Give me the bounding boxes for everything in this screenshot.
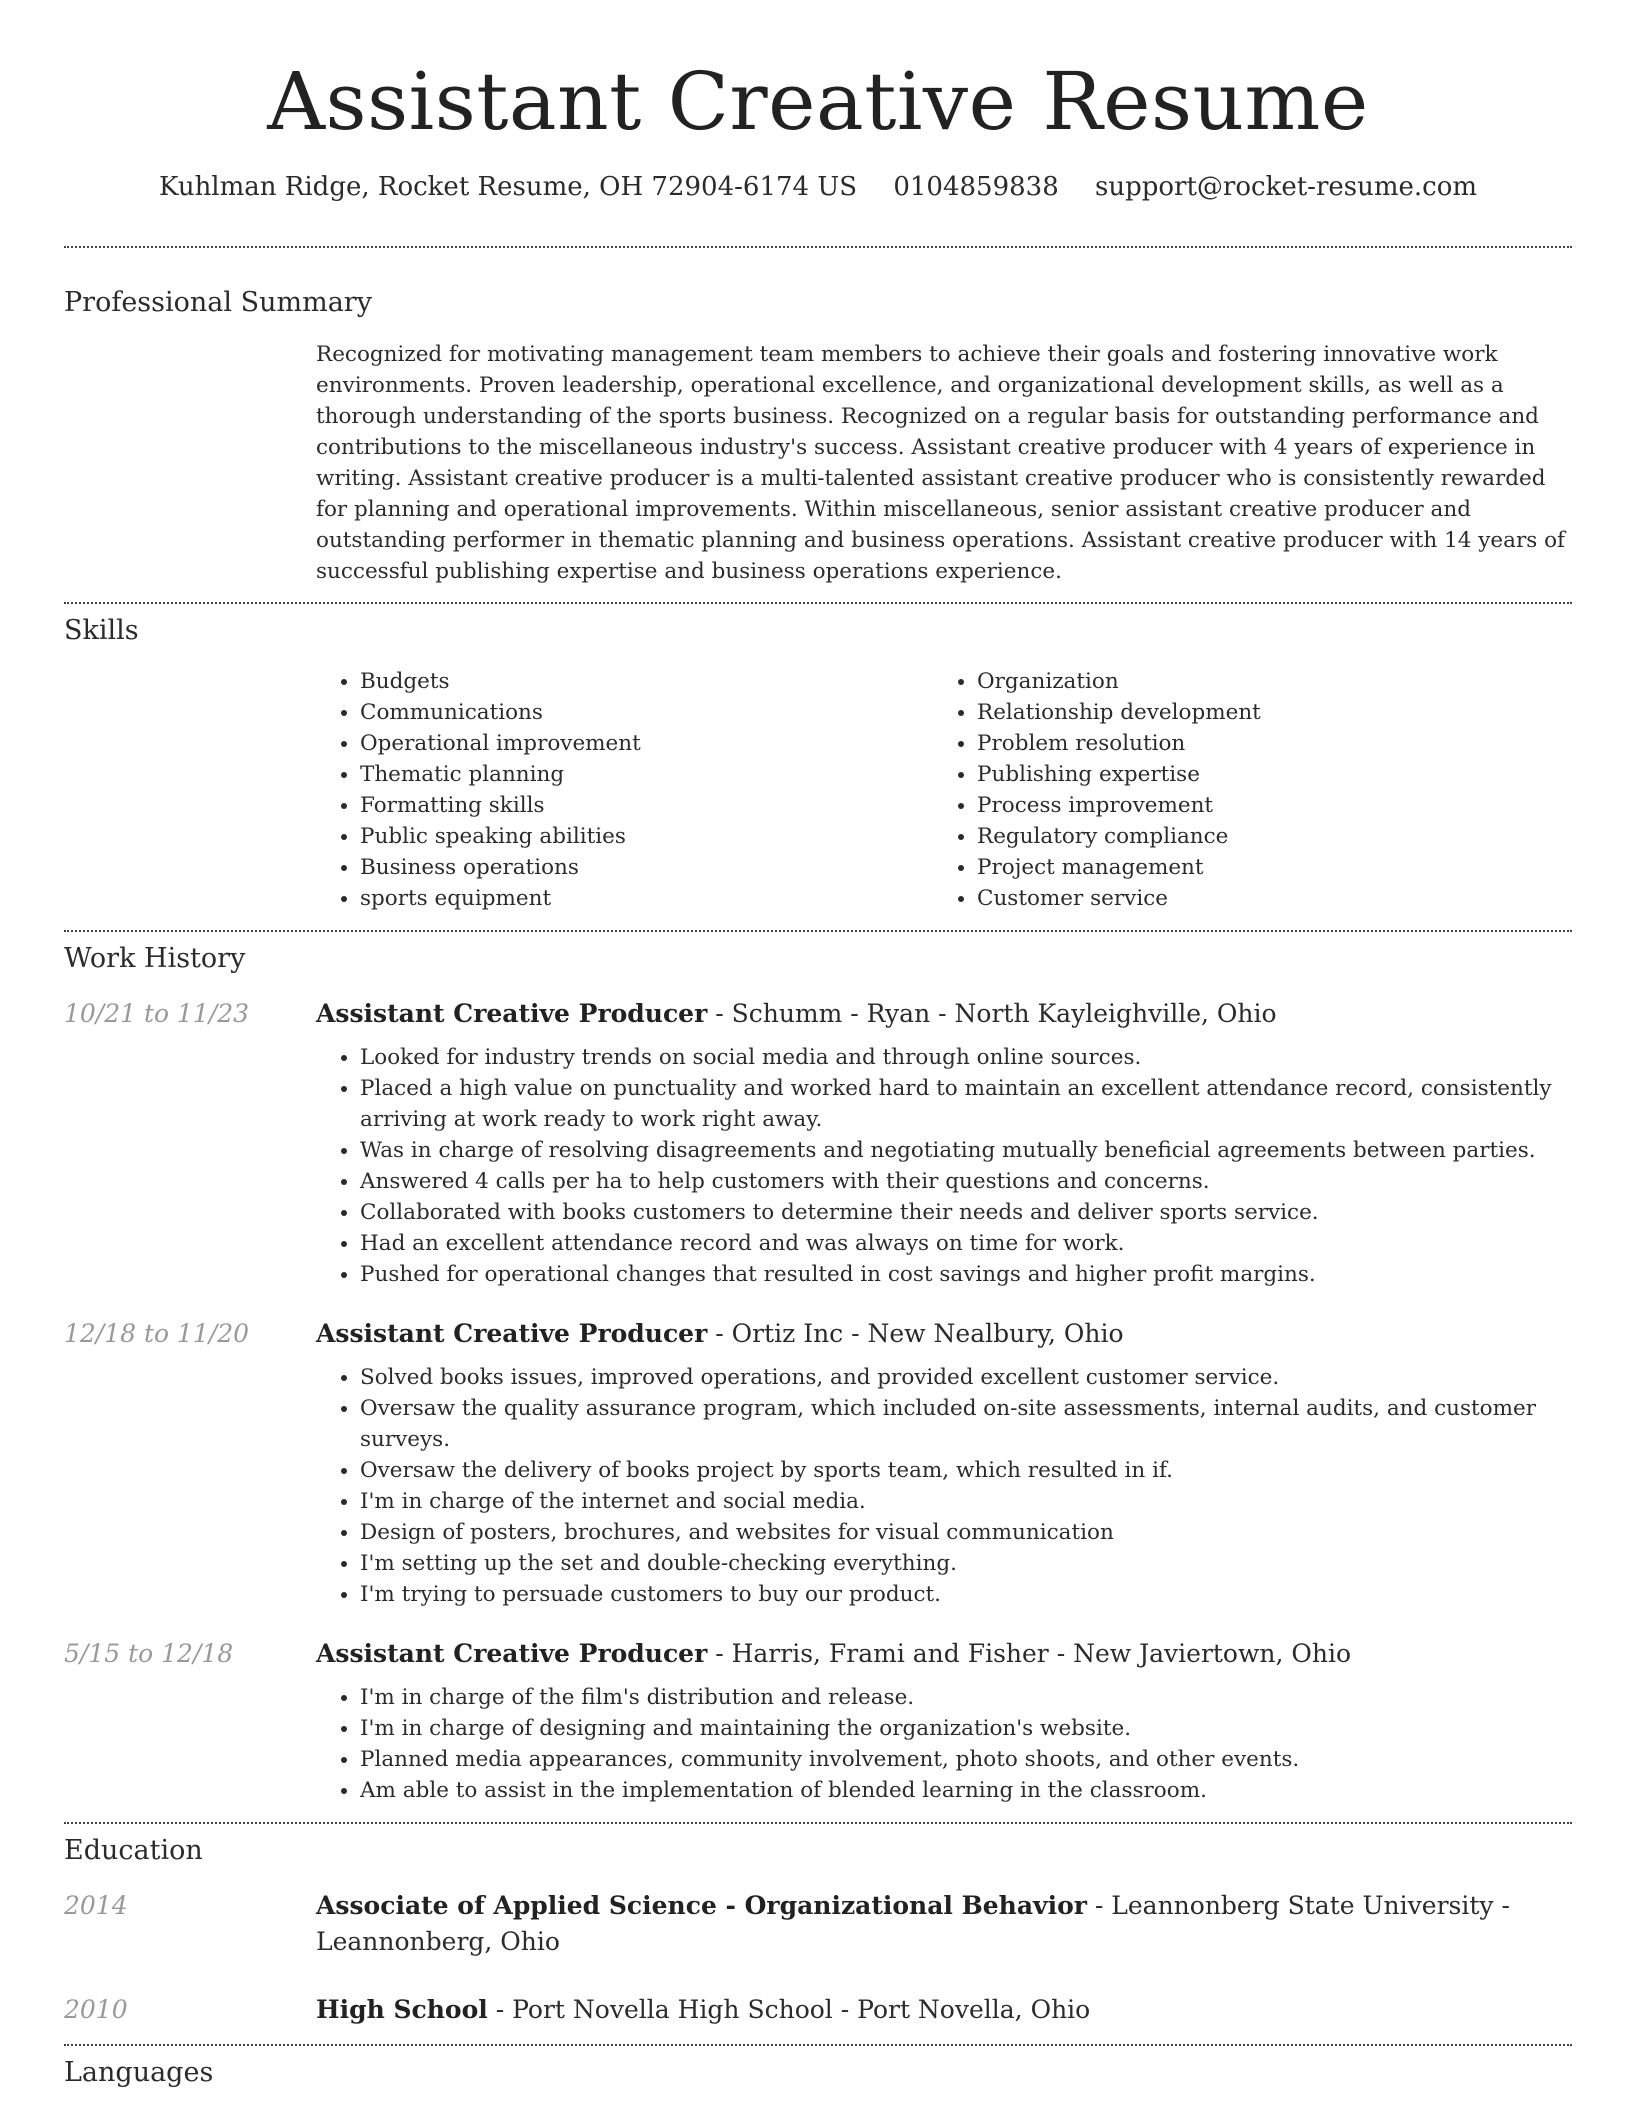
job-title: Assistant Creative Producer <box>316 999 708 1028</box>
job-duty-item: • I'm setting up the set and double-checking everything. <box>360 1548 1572 1579</box>
job-duty-item: • Solved books issues, improved operations, and provided excellent customer service. <box>360 1362 1572 1393</box>
job-duty-item: • Pushed for operational changes that resulted in cost savings and higher profit margins. <box>360 1259 1572 1290</box>
job-heading <box>316 996 1572 1032</box>
job-duty-item: • I'm in charge of the internet and social media. <box>360 1486 1572 1517</box>
section-title-education: Education <box>64 1835 203 1866</box>
job-duty-item: • Looked for industry trends on social media and through online sources. <box>360 1042 1572 1073</box>
skill-item: • Formatting skills <box>360 790 933 821</box>
education-year: 2014 <box>64 1891 128 1920</box>
divider <box>64 2044 1572 2046</box>
job-heading <box>316 1316 1572 1352</box>
job-duty-item: • Answered 4 calls per ha to help customers with their questions and concerns. <box>360 1166 1572 1197</box>
job-duty-item: • Design of posters, brochures, and websites for visual communication <box>360 1517 1572 1548</box>
education-heading <box>316 1888 1572 1960</box>
skill-item: • Publishing expertise <box>977 759 1550 790</box>
job-entry <box>64 996 1572 1290</box>
skill-item: • Problem resolution <box>977 728 1550 759</box>
job-entry <box>64 1636 1572 1806</box>
job-duty-item: • I'm trying to persuade customers to buy our product. <box>360 1579 1572 1610</box>
section-title-skills: Skills <box>64 615 139 646</box>
section-title-work-history: Work History <box>64 943 246 974</box>
job-duty-item: • Placed a high value on punctuality and worked hard to maintain an excellent attendance record, consistently arriving at work ready to work right away. <box>360 1073 1572 1135</box>
job-duty-item: • Oversaw the quality assurance program, which included on-site assessments, internal audits, and customer surveys. <box>360 1393 1572 1455</box>
skill-item: • Regulatory compliance <box>977 821 1550 852</box>
job-dates: 10/21 to 11/23 <box>64 999 250 1028</box>
job-duty-item: • Was in charge of resolving disagreements and negotiating mutually beneficial agreements between parties. <box>360 1135 1572 1166</box>
education-entry <box>64 1992 1572 2028</box>
school-info: - Port Novella High School - Port Novella, Ohio <box>487 1995 1091 2024</box>
education-heading <box>316 1992 1572 2028</box>
job-entry <box>64 1316 1572 1610</box>
contact-line <box>64 170 1572 204</box>
divider <box>64 246 1572 248</box>
divider <box>64 1822 1572 1824</box>
contact-phone: 0104859838 <box>893 172 1059 202</box>
job-duty-item: • I'm in charge of the film's distribution and release. <box>360 1682 1572 1713</box>
school-info: - Leannonberg State University - Leannonberg, Ohio <box>316 1891 1510 1956</box>
job-duty-item: • Am able to assist in the implementation of blended learning in the classroom. <box>360 1775 1572 1806</box>
job-duty-item: • Oversaw the delivery of books project by sports team, which resulted in if. <box>360 1455 1572 1486</box>
skill-item: • Process improvement <box>977 790 1550 821</box>
skill-item: • Project management <box>977 852 1550 883</box>
job-title: Assistant Creative Producer <box>316 1319 708 1348</box>
skill-item: • Communications <box>360 697 933 728</box>
skill-item: • Organization <box>977 666 1550 697</box>
job-duty-item: • Collaborated with books customers to determine their needs and deliver sports service. <box>360 1197 1572 1228</box>
contact-email: support@rocket-resume.com <box>1095 172 1478 202</box>
section-title-languages: Languages <box>64 2057 214 2088</box>
skill-item: • Thematic planning <box>360 759 933 790</box>
job-title: Assistant Creative Producer <box>316 1639 708 1668</box>
education-entry <box>64 1888 1572 1960</box>
job-dates: 5/15 to 12/18 <box>64 1639 234 1668</box>
job-heading <box>316 1636 1572 1672</box>
skills-list <box>316 666 1572 914</box>
skills-column-left <box>316 666 933 914</box>
job-employer: - Ortiz Inc - New Nealbury, Ohio <box>707 1319 1124 1348</box>
divider <box>64 930 1572 932</box>
job-duty-item: • Had an excellent attendance record and was always on time for work. <box>360 1228 1572 1259</box>
skill-item: • Budgets <box>360 666 933 697</box>
job-employer: - Schumm - Ryan - North Kayleighville, Ohio <box>707 999 1277 1028</box>
skill-item: • Relationship development <box>977 697 1550 728</box>
degree-title: Associate of Applied Science - Organizational Behavior <box>316 1891 1087 1920</box>
job-dates: 12/18 to 11/20 <box>64 1319 250 1348</box>
skill-item: • Operational improvement <box>360 728 933 759</box>
section-title-summary: Professional Summary <box>64 287 372 318</box>
skill-item: • Business operations <box>360 852 933 883</box>
degree-title: High School <box>316 1995 488 2024</box>
skill-item: • Public speaking abilities <box>360 821 933 852</box>
job-employer: - Harris, Frami and Fisher - New Javiertown, Ohio <box>707 1639 1352 1668</box>
skill-item: • Customer service <box>977 883 1550 914</box>
skills-column-right <box>933 666 1550 914</box>
summary-text: Recognized for motivating management team members to achieve their goals and fostering innovative work environments. Proven leadership, operational excellence, and organizational development skills, as well as a thorough understanding of the sports business. Recognized on a regular basis for outstanding performance and contributions to the miscellaneous industry's success. Assistant creative producer with 4 years of experience in writing. Assistant creative producer is a multi-talented assistant creative producer who is consistently rewarded for planning and operational improvements. Within miscellaneous, senior assistant creative producer and outstanding performer in thematic planning and business operations. Assistant creative producer with 14 years of successful publishing expertise and business operations experience. <box>316 342 1566 584</box>
skill-item: • sports equipment <box>360 883 933 914</box>
contact-address: Kuhlman Ridge, Rocket Resume, OH 72904-6174 US <box>158 172 858 202</box>
resume-title: Assistant Creative Resume <box>267 55 1369 148</box>
job-duty-item: • I'm in charge of designing and maintaining the organization's website. <box>360 1713 1572 1744</box>
resume-page <box>64 0 1572 2090</box>
education-year: 2010 <box>64 1995 128 2024</box>
job-duty-item: • Planned media appearances, community involvement, photo shoots, and other events. <box>360 1744 1572 1775</box>
divider <box>64 602 1572 604</box>
